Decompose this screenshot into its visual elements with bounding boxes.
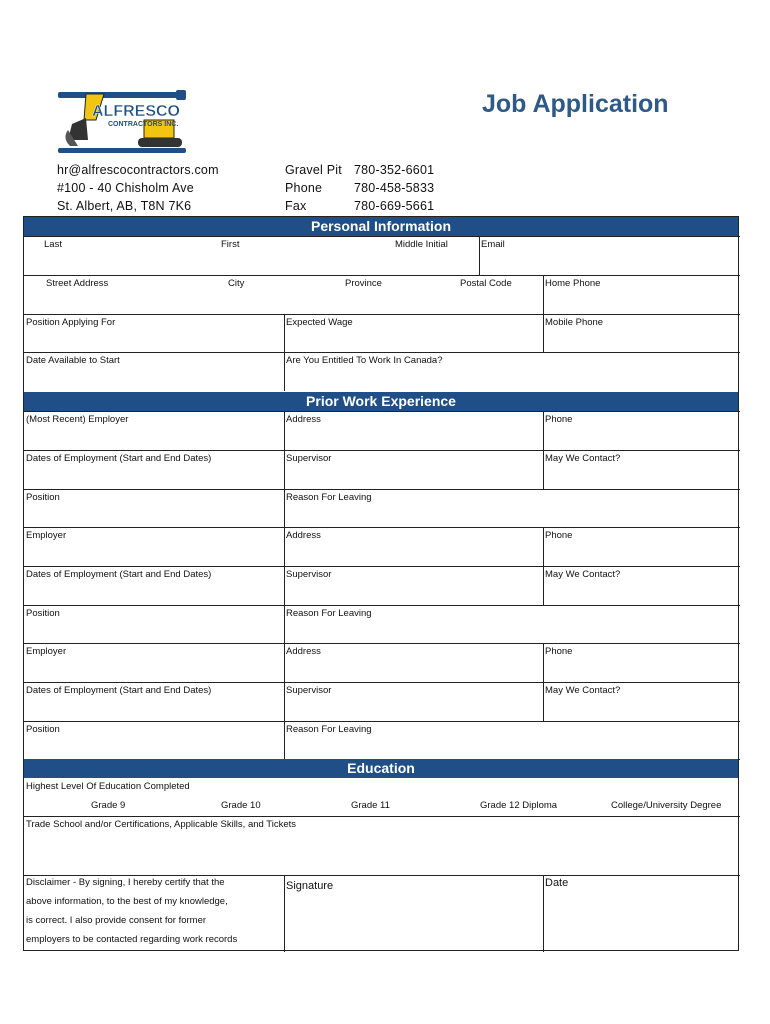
employer-3-contact-field[interactable]: May We Contact? — [545, 685, 621, 696]
education-option-grade-9[interactable]: Grade 9 — [91, 800, 126, 811]
logo-subtitle: CONTRACTORS INC. — [108, 121, 179, 128]
employer-2-contact-field[interactable]: May We Contact? — [545, 569, 621, 580]
middle-initial-field[interactable]: Middle Initial — [395, 239, 448, 250]
employer-1-supervisor-field[interactable]: Supervisor — [286, 453, 332, 464]
date-available-field[interactable]: Date Available to Start — [26, 355, 120, 366]
entitled-to-work-field[interactable]: Are You Entitled To Work In Canada? — [286, 355, 443, 366]
page-title: Job Application — [482, 90, 669, 118]
disclaimer-line-2: above information, to the best of my knowledge, — [26, 896, 228, 907]
position-applying-field[interactable]: Position Applying For — [26, 317, 116, 328]
contact-email: hr@alfrescocontractors.com — [57, 163, 219, 177]
province-field[interactable]: Province — [345, 278, 382, 289]
employer-1-phone-field[interactable]: Phone — [545, 414, 573, 425]
employer-2-supervisor-field[interactable]: Supervisor — [286, 569, 332, 580]
employer-2-position-field[interactable]: Position — [26, 608, 60, 619]
employer-2-field[interactable]: Employer — [26, 530, 67, 541]
postal-code-field[interactable]: Postal Code — [460, 278, 512, 289]
date-field[interactable]: Date — [545, 877, 569, 889]
email-field[interactable]: Email — [481, 239, 505, 250]
mobile-phone-field[interactable]: Mobile Phone — [545, 317, 604, 328]
employer-1-field[interactable]: (Most Recent) Employer — [26, 414, 129, 425]
employer-3-supervisor-field[interactable]: Supervisor — [286, 685, 332, 696]
education-option-college[interactable]: College/University Degree — [611, 800, 722, 811]
phone-label-office: Phone — [285, 181, 323, 195]
logo-name: ALFRESCO — [92, 103, 180, 120]
employer-3-reason-field[interactable]: Reason For Leaving — [286, 724, 372, 735]
trade-school-field[interactable]: Trade School and/or Certifications, Applicable Skills, and Tickets — [26, 819, 297, 830]
phone-value-fax: 780-669-5661 — [354, 199, 435, 213]
employer-3-address-field[interactable]: Address — [286, 646, 321, 657]
education-option-grade-11[interactable]: Grade 11 — [351, 800, 390, 811]
disclaimer-line-3: is correct. I also provide consent for former — [26, 915, 207, 926]
employer-3-phone-field[interactable]: Phone — [545, 646, 573, 657]
disclaimer-line-1: Disclaimer - By signing, I hereby certify that the — [26, 877, 225, 888]
employer-1-reason-field[interactable]: Reason For Leaving — [286, 492, 372, 503]
phone-label-fax: Fax — [285, 199, 307, 213]
employer-1-dates-field[interactable]: Dates of Employment (Start and End Dates) — [26, 453, 212, 464]
education-option-grade-12[interactable]: Grade 12 Diploma — [480, 800, 558, 811]
contact-address-line1: #100 - 40 Chisholm Ave — [57, 181, 194, 195]
home-phone-field[interactable]: Home Phone — [545, 278, 601, 289]
employer-2-phone-field[interactable]: Phone — [545, 530, 573, 541]
employer-3-field[interactable]: Employer — [26, 646, 67, 657]
employer-1-address-field[interactable]: Address — [286, 414, 321, 425]
street-address-field[interactable]: Street Address — [46, 278, 109, 289]
section-personal-information: Personal Information — [24, 217, 738, 236]
section-education: Education — [24, 759, 738, 778]
last-name-field[interactable]: Last — [44, 239, 62, 250]
phone-label-gravel-pit: Gravel Pit — [285, 163, 342, 177]
city-field[interactable]: City — [228, 278, 245, 289]
expected-wage-field[interactable]: Expected Wage — [286, 317, 353, 328]
first-name-field[interactable]: First — [221, 239, 240, 250]
education-option-grade-10[interactable]: Grade 10 — [221, 800, 261, 811]
employer-2-dates-field[interactable]: Dates of Employment (Start and End Dates) — [26, 569, 212, 580]
company-logo — [56, 90, 190, 154]
disclaimer-line-4: employers to be contacted regarding work records — [26, 934, 238, 945]
phone-value-gravel-pit: 780-352-6601 — [354, 163, 435, 177]
contact-address-line2: St. Albert, AB, T8N 7K6 — [57, 199, 192, 213]
employer-1-contact-field[interactable]: May We Contact? — [545, 453, 621, 464]
section-prior-work-experience: Prior Work Experience — [24, 392, 738, 411]
highest-education-label: Highest Level Of Education Completed — [26, 781, 190, 792]
employer-2-reason-field[interactable]: Reason For Leaving — [286, 608, 372, 619]
signature-field[interactable]: Signature — [286, 880, 334, 892]
application-form — [23, 216, 739, 951]
employer-3-position-field[interactable]: Position — [26, 724, 60, 735]
employer-1-position-field[interactable]: Position — [26, 492, 60, 503]
employer-3-dates-field[interactable]: Dates of Employment (Start and End Dates) — [26, 685, 212, 696]
phone-value-office: 780-458-5833 — [354, 181, 435, 195]
employer-2-address-field[interactable]: Address — [286, 530, 321, 541]
